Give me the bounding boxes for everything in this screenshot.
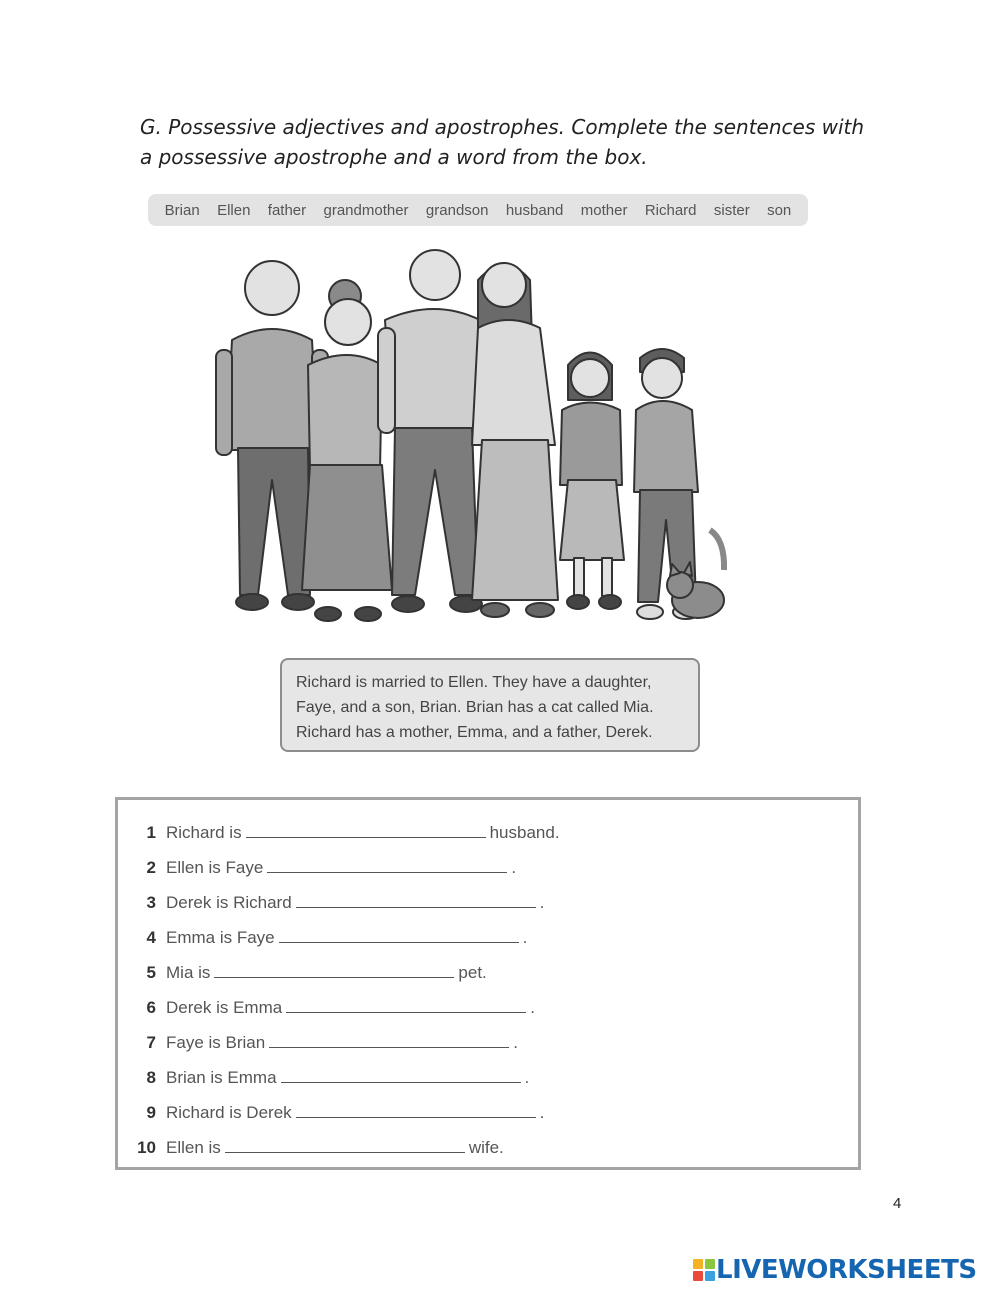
word-box-item: son xyxy=(767,201,792,219)
item-ending: . xyxy=(539,893,545,912)
story-box xyxy=(280,658,700,752)
answer-blank[interactable] xyxy=(267,872,507,873)
logo-square xyxy=(705,1271,715,1281)
item-ending: . xyxy=(522,928,528,947)
item-prompt: Brian is Emma xyxy=(166,1068,277,1087)
answer-blank[interactable] xyxy=(296,1117,536,1118)
story-line: Richard has a mother, Emma, and a father, Derek. xyxy=(296,724,653,741)
item-number: 3 xyxy=(146,893,156,912)
item-ending: wife. xyxy=(468,1138,504,1157)
word-box-item: husband xyxy=(505,201,564,219)
item-number: 8 xyxy=(146,1068,156,1087)
answer-blank[interactable] xyxy=(281,1082,521,1083)
exercise-item xyxy=(130,813,560,843)
word-box-item: sister xyxy=(713,201,750,219)
word-box-item: grandmother xyxy=(323,201,409,219)
word-box-item: father xyxy=(267,201,307,219)
exercise-item xyxy=(130,1128,504,1158)
story-line: Faye, and a son, Brian. Brian has a cat called Mia. xyxy=(296,699,654,716)
item-prompt: Derek is Richard xyxy=(166,893,292,912)
word-box-item: grandson xyxy=(425,201,489,219)
item-ending: pet. xyxy=(458,963,487,982)
item-number: 4 xyxy=(146,928,156,947)
logo-square xyxy=(693,1259,703,1269)
page-number: 4 xyxy=(893,1195,902,1212)
item-prompt: Richard is xyxy=(166,823,242,842)
liveworksheets-logo xyxy=(692,1254,977,1286)
answer-blank[interactable] xyxy=(246,837,486,838)
logo-square xyxy=(693,1271,703,1281)
answer-blank[interactable] xyxy=(225,1152,465,1153)
item-number: 5 xyxy=(146,963,156,982)
word-box-item: mother xyxy=(580,201,628,219)
item-prompt: Ellen is Faye xyxy=(166,858,264,877)
family-illustration xyxy=(210,240,750,645)
word-box-item: Ellen xyxy=(217,201,251,219)
answer-blank[interactable] xyxy=(214,977,454,978)
answer-blank[interactable] xyxy=(296,907,536,908)
item-prompt: Mia is xyxy=(166,963,211,982)
item-ending: husband. xyxy=(489,823,560,842)
item-prompt: Richard is Derek xyxy=(166,1103,292,1122)
logo-squares-icon xyxy=(692,1258,716,1282)
word-box xyxy=(148,194,808,226)
answer-blank[interactable] xyxy=(286,1012,526,1013)
exercise-item xyxy=(130,1058,529,1088)
exercise-item xyxy=(130,883,544,913)
answer-blank[interactable] xyxy=(269,1047,509,1048)
item-prompt: Emma is Faye xyxy=(166,928,275,947)
exercise-item xyxy=(130,988,535,1018)
father-figure xyxy=(378,250,482,612)
exercise-item xyxy=(130,918,527,948)
exercise-item xyxy=(130,1093,544,1123)
item-number: 9 xyxy=(146,1103,156,1122)
item-prompt: Ellen is xyxy=(166,1138,221,1157)
item-number: 6 xyxy=(146,998,156,1017)
word-box-item: Brian xyxy=(164,201,200,219)
answer-blank[interactable] xyxy=(279,942,519,943)
instructions: G. Possessive adjectives and apostrophes. Complete the sentences with a possessive apostrophe and a word from the box. xyxy=(140,115,865,169)
item-ending: . xyxy=(539,1103,545,1122)
daughter-figure xyxy=(560,353,624,610)
exercise-box xyxy=(115,797,861,1170)
item-number: 10 xyxy=(137,1138,156,1157)
item-ending: . xyxy=(524,1068,530,1087)
item-ending: . xyxy=(530,998,535,1017)
mother-figure xyxy=(472,263,558,617)
story-line: Richard is married to Ellen. They have a daughter, xyxy=(296,674,652,691)
item-prompt: Derek is Emma xyxy=(166,998,283,1017)
item-number: 2 xyxy=(146,858,156,877)
item-ending: . xyxy=(513,1033,518,1052)
exercise-item xyxy=(130,1023,518,1053)
item-number: 1 xyxy=(146,823,156,842)
item-number: 7 xyxy=(146,1033,156,1052)
logo-text: LIVEWORKSHEETS xyxy=(716,1255,977,1285)
word-box-item: Richard xyxy=(644,201,697,219)
exercise-item xyxy=(130,848,516,878)
logo-square xyxy=(705,1259,715,1269)
item-ending: . xyxy=(511,858,517,877)
exercise-item xyxy=(130,953,487,983)
item-prompt: Faye is Brian xyxy=(166,1033,266,1052)
